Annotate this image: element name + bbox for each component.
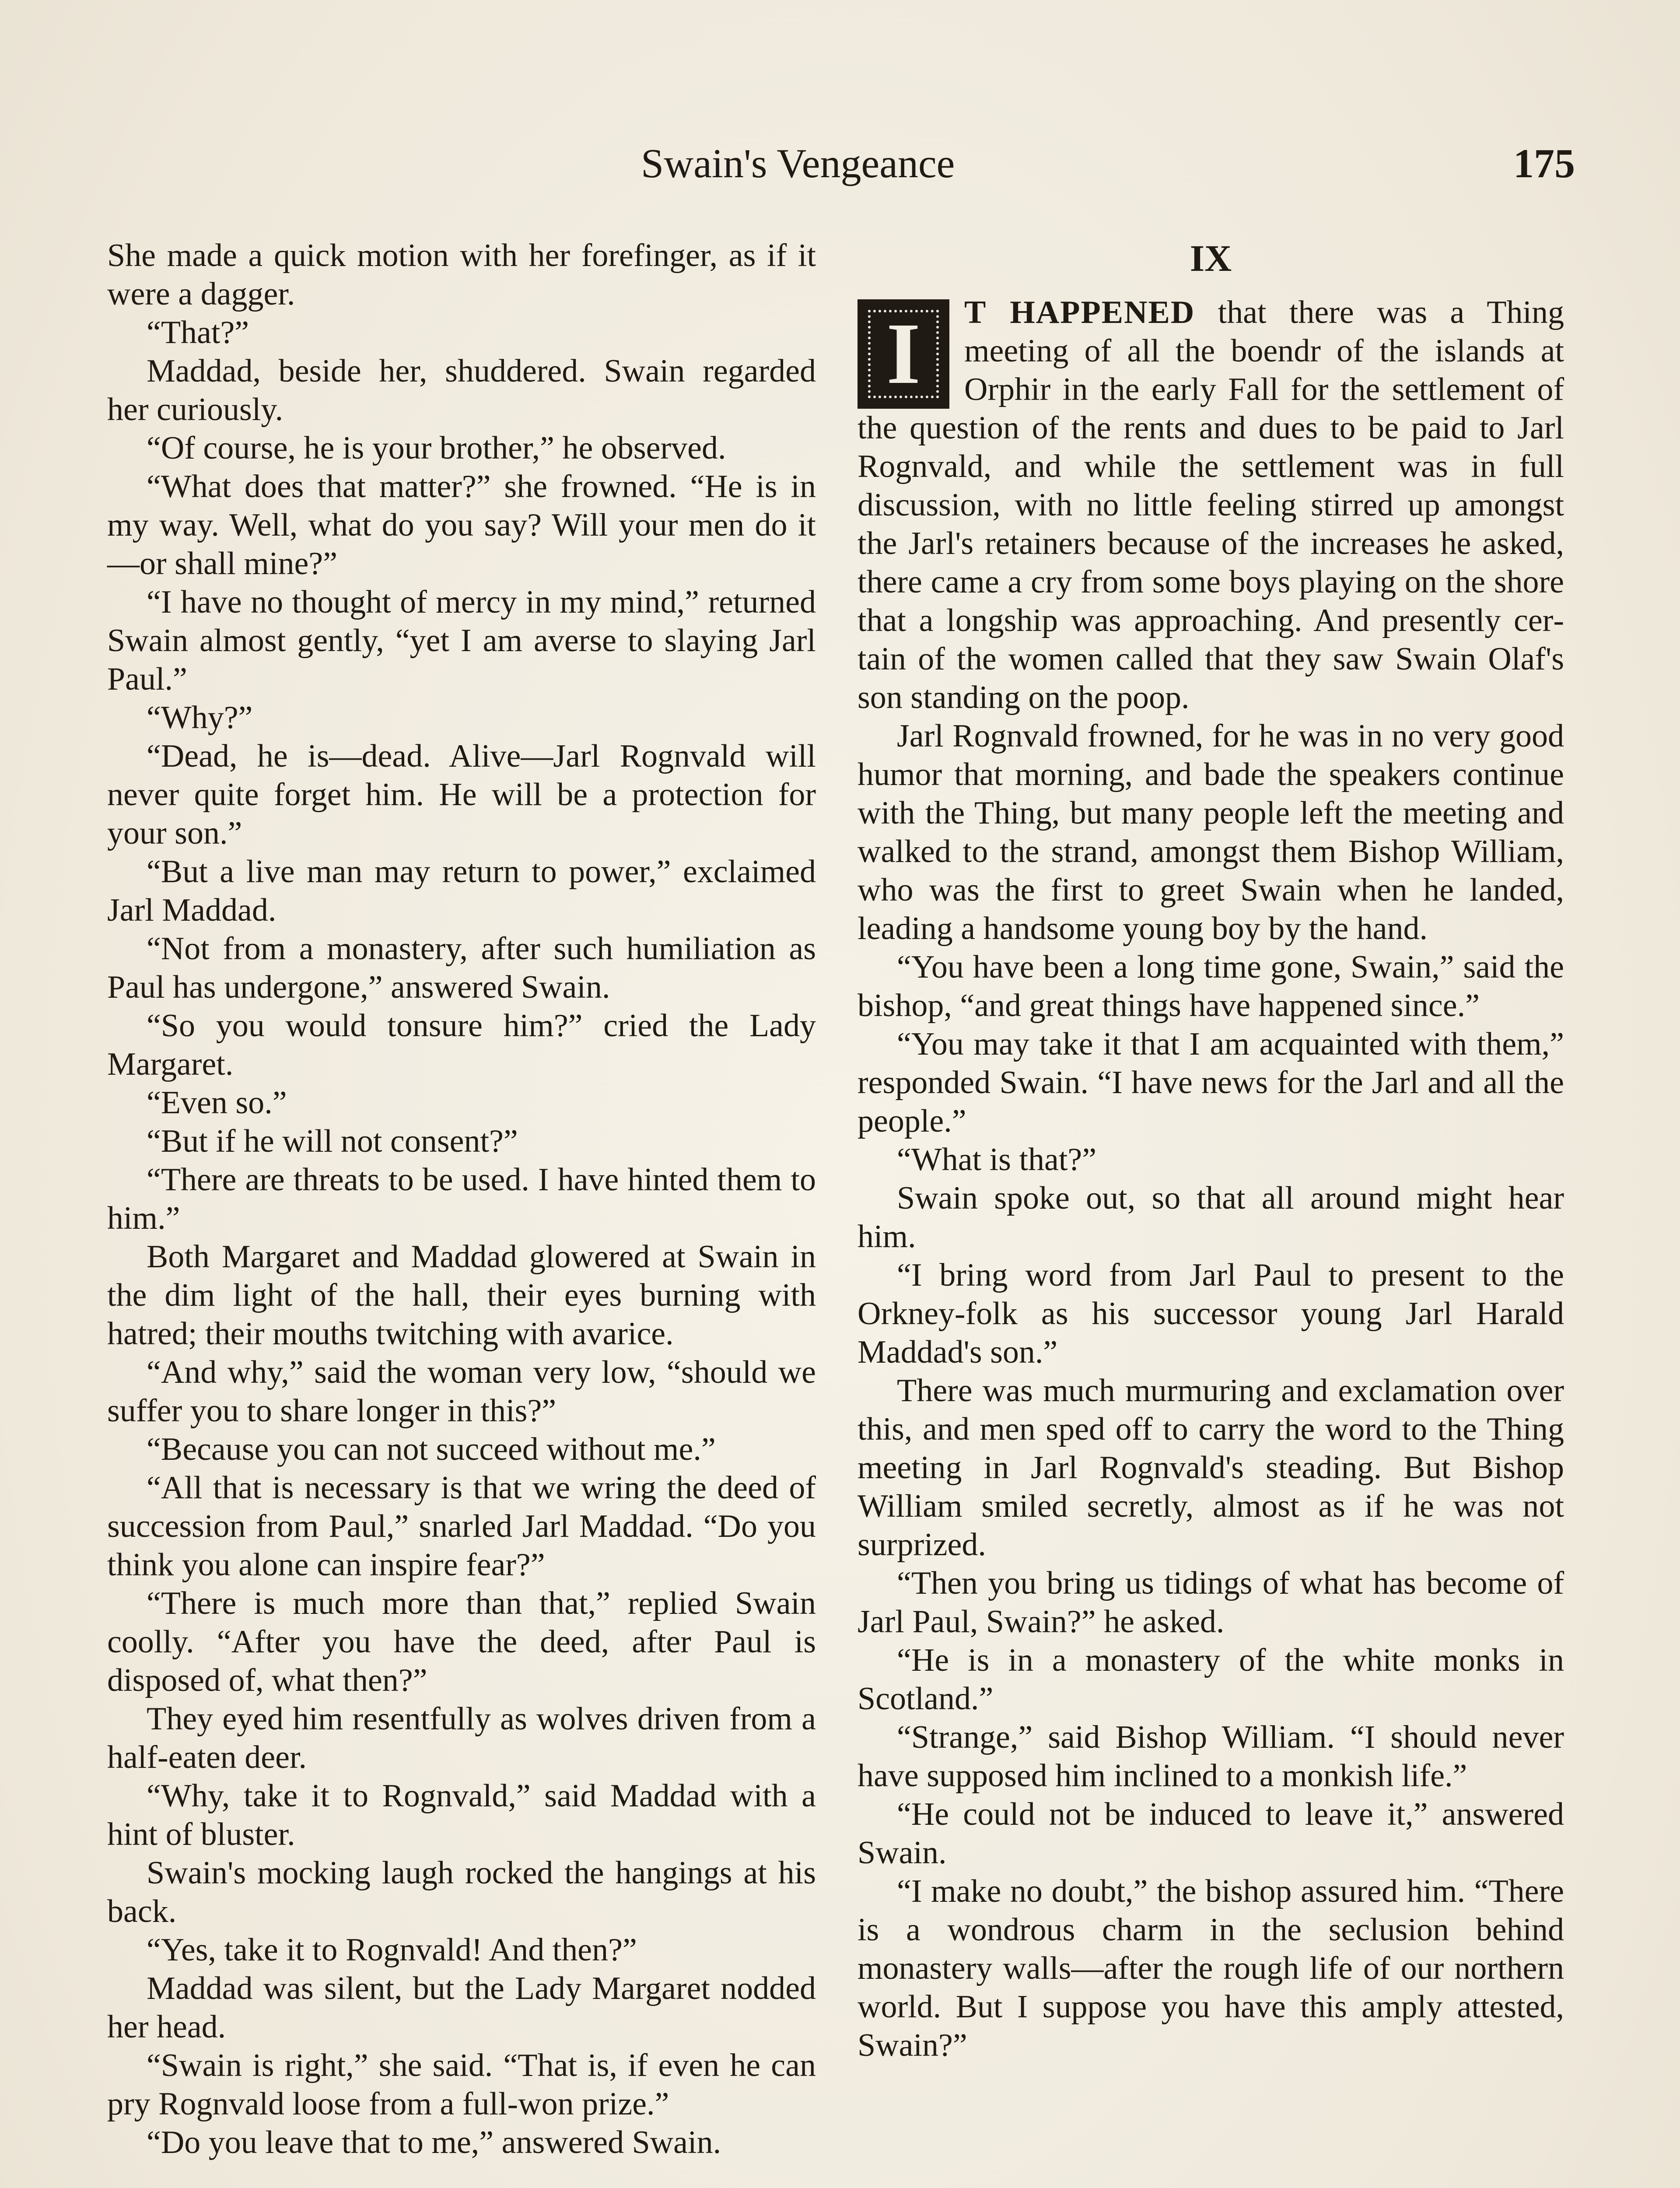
paragraph: Both Margaret and Maddad glowered at Swain in the dim light of the hall, their eyes burning with hatred; their mouths twitching with avarice. <box>107 1239 816 1352</box>
paragraph: “Of course, he is your brother,” he observed. <box>147 430 726 466</box>
paragraph: “What is that?” <box>897 1142 1097 1178</box>
paragraph: “Why?” <box>147 700 253 736</box>
right-column <box>858 236 1564 2065</box>
paragraph: Maddad was silent, but the Lady Margaret nodded her head. <box>107 1971 816 2045</box>
paragraph: “Why, take it to Rognvald,” said Maddad with a hint of bluster. <box>107 1778 816 1852</box>
paragraph: “What does that matter?” she frowned. “He is in my way. Well, what do you say? Will your men do it—or shall mine?” <box>107 469 816 582</box>
paragraph: “And why,” said the woman very low, “should we suffer you to share longer in this?” <box>107 1354 816 1429</box>
opening-smallcaps: T HAPPENED <box>964 295 1195 330</box>
paragraph: There was much murmuring and exclamation over this, and men sped off to carry the word to the Thing meeting in Jarl Rognvald's steading. But Bishop William smiled secretly, almost as if he was not surprized. <box>858 1373 1564 1563</box>
paragraph: Swain's mocking laugh rocked the hangings at his back. <box>107 1855 816 1929</box>
section-heading: IX <box>1190 237 1232 279</box>
paragraph: “Swain is right,” she said. “That is, if even he can pry Rognvald loose from a full-won prize.” <box>107 2048 816 2122</box>
page-number: 175 <box>1513 141 1575 186</box>
paragraph: “I bring word from Jarl Paul to present to the Orkney-folk as his successor young Jarl Harald Maddad's son.” <box>858 1257 1564 1370</box>
ornamental-drop-cap <box>858 299 949 409</box>
paragraph: “I have no thought of mercy in my mind,” returned Swain almost gently, “yet I am averse to slaying Jarl Paul.” <box>107 584 816 697</box>
paragraph: “All that is necessary is that we wring the deed of succession from Paul,” snarled Jarl Maddad. “Do you think you alone can inspire fear?” <box>107 1470 816 1583</box>
paragraph: Maddad, beside her, shuddered. Swain regarded her curiously. <box>107 353 816 428</box>
paragraph: “You may take it that I am acquainted with them,” responded Swain. “I have news for the Jarl and all the people.” <box>858 1026 1564 1139</box>
paragraph: “Strange,” said Bishop William. “I should never have supposed him inclined to a monkish life.” <box>858 1719 1564 1794</box>
paragraph: “Even so.” <box>147 1085 287 1121</box>
paragraph: “You have been a long time gone, Swain,” said the bishop, “and great things have happened since.” <box>858 949 1564 1024</box>
paragraph: “Not from a monastery, after such humiliation as Paul has undergone,” answered Swain. <box>107 931 816 1005</box>
paragraph: They eyed him resentfully as wolves driven from a half-eaten deer. <box>107 1701 816 1775</box>
paragraph: “There are threats to be used. I have hinted them to him.” <box>107 1162 816 1236</box>
drop-cap-letter: I <box>886 305 920 402</box>
paragraph: “So you would tonsure him?” cried the Lady Margaret. <box>107 1008 816 1082</box>
paragraph: “He could not be induced to leave it,” answered Swain. <box>858 1796 1564 1871</box>
running-title: Swain's Vengeance <box>641 141 955 186</box>
paragraph: “That?” <box>147 315 249 351</box>
paragraph: “Dead, he is—dead. Alive—Jarl Rognvald will never quite forget him. He will be a protection for your son.” <box>107 738 816 851</box>
paragraph: “But if he will not consent?” <box>147 1123 518 1159</box>
page-header <box>105 140 1575 206</box>
paragraph: “There is much more than that,” replied Swain coolly. “After you have the deed, after Paul is disposed of, what then?” <box>107 1585 816 1698</box>
opening-paragraph <box>858 293 1564 717</box>
paragraph: Swain spoke out, so that all around might hear him. <box>858 1180 1564 1255</box>
paragraph: “I make no doubt,” the bishop assured him. “There is a wondrous charm in the seclusion behind monastery walls—after the rough life of our northern world. But I suppose you have this amply attested, Swain?” <box>858 1873 1564 2063</box>
paragraph: She made a quick motion with her forefinger, as if it were a dagger. <box>107 238 816 312</box>
paragraph: “Yes, take it to Rognvald! And then?” <box>147 1932 637 1968</box>
paragraph: “Then you bring us tidings of what has become of Jarl Paul, Swain?” he asked. <box>858 1565 1564 1640</box>
opening-text: that there was a Thing meeting of all the boendr of the islands at Orphir in the early Fall for the settlement of the question of the rents and dues to be paid to Jarl Rognvald, and while the settlement was in full discussion, with no little feeling stirred up amongst the Jarl's retainers because of the increases he asked, there came a cry from some boys playing on the shore that a longship was approaching. And presently certain of the women called that they saw Swain Olaf's son standing on the poop. <box>858 295 1564 715</box>
paragraph: “Do you leave that to me,” answered Swain. <box>147 2125 721 2160</box>
paragraph: Jarl Rognvald frowned, for he was in no very good humor that morning, and bade the speakers continue with the Thing, but many people left the meeting and walked to the strand, amongst them Bishop William, who was the first to greet Swain when he landed, leading a handsome young boy by the hand. <box>858 718 1564 947</box>
paragraph: “But a live man may return to power,” exclaimed Jarl Maddad. <box>107 854 816 928</box>
paragraph: “Because you can not succeed without me.” <box>147 1431 716 1467</box>
left-column <box>107 236 816 2162</box>
paragraph: “He is in a monastery of the white monks in Scotland.” <box>858 1642 1564 1717</box>
